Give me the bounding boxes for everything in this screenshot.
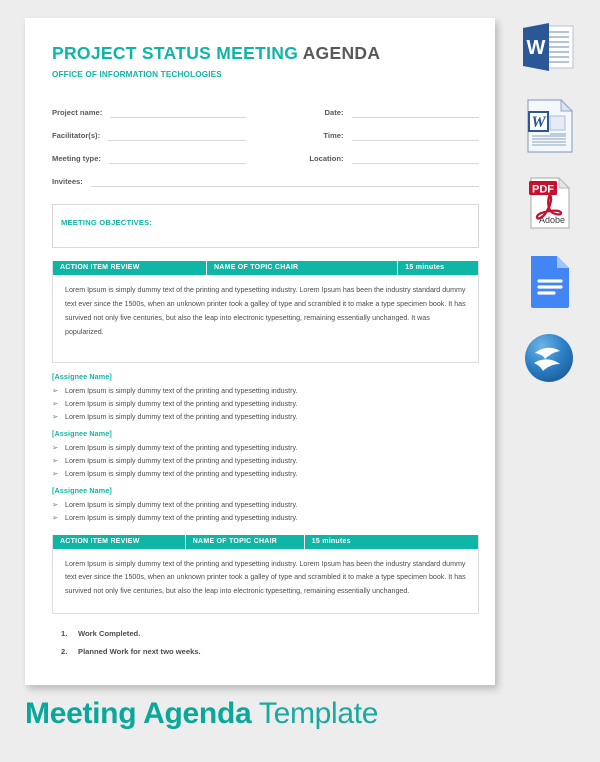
assignee-bullet-list [52,501,479,522]
list-item [52,387,479,395]
summary-numbered-list [61,629,479,656]
invitees-input[interactable] [91,175,479,187]
assignee-name: [Assignee Name] [52,428,112,438]
field-label: Time: [323,131,344,141]
arrow-bullet-icon: ➢ [52,468,59,478]
page-title [52,44,481,63]
field-label: Invitees: [52,177,83,187]
field-label: Project name: [52,108,103,118]
assignee-group [52,486,479,522]
table-header-topic-chair: NAME OF TOPIC CHAIR [185,535,304,549]
table-header-action-item-review: ACTION ITEM REVIEW [60,264,140,272]
word-docx-icon[interactable] [519,22,581,78]
list-item [52,470,479,478]
assignee-name: [Assignee Name] [52,371,112,381]
list-item [52,514,479,522]
field-invitees [52,175,479,187]
page-subtitle: OFFICE OF INFORMATION TECHOLOGIES [52,70,222,80]
word-docx-glyph [519,22,579,78]
field-label: Meeting type: [52,154,101,164]
table-header-row [53,261,478,275]
svg-text:W: W [531,114,546,131]
pdf-adobe-icon[interactable] [519,174,581,234]
field-project-name [52,106,266,118]
openoffice-glyph [519,330,579,388]
caption-bold: Meeting Agenda [25,697,252,730]
list-item [52,444,479,452]
arrow-bullet-icon: ➢ [52,512,59,522]
list-item-text: Lorem Ipsum is simply dummy text of the printing and typesetting industry. [65,386,298,395]
google-docs-glyph [519,252,579,312]
list-item [52,501,479,509]
assignee-name: [Assignee Name] [52,485,112,495]
assignee-group-list [52,372,479,522]
list-item-text: Lorem Ipsum is simply dummy text of the printing and typesetting industry. [65,500,298,509]
table-header-duration: 15 minutes [304,535,478,549]
field-location [266,152,480,164]
list-item-text: Lorem Ipsum is simply dummy text of the printing and typesetting industry. [65,443,298,452]
svg-text:PDF: PDF [532,183,554,196]
list-item-text: Lorem Ipsum is simply dummy text of the printing and typesetting industry. [65,456,298,465]
project-name-input[interactable] [110,106,245,118]
field-facilitators [52,129,266,141]
word-doc-glyph [519,96,579,156]
list-item [52,400,479,408]
field-label: Facilitator(s): [52,131,101,141]
form-row [52,152,479,164]
meeting-objectives-label: MEETING OBJECTIVES: [61,218,153,228]
form-row [52,129,479,141]
action-item-table-1 [52,261,479,362]
form-row [52,175,479,187]
arrow-bullet-icon: ➢ [52,385,59,395]
field-time [266,129,480,141]
table-header-topic-chair: NAME OF TOPIC CHAIR [206,261,397,275]
openoffice-icon[interactable] [519,330,581,388]
table-body-text: Lorem Ipsum is simply dummy text of the printing and typesetting industry. Lorem Ipsum has been the industry standard dummy text ever since the 1500s, when an unknown printer took a galley of type and scrambled it to make a type specimen book. It has survived not only five centuries, but also the leap into electronic typesetting, remaining essentially unchanged. It was popularized. [65,286,466,336]
location-input[interactable] [352,152,480,164]
arrow-bullet-icon: ➢ [52,442,59,452]
assignee-group [52,429,479,478]
list-item-text: Work Completed. [78,629,141,639]
list-item-number: 1. [61,629,68,639]
list-item-text: Lorem Ipsum is simply dummy text of the printing and typesetting industry. [65,399,298,408]
assignee-bullet-list [52,444,479,478]
table-body-text: Lorem Ipsum is simply dummy text of the printing and typesetting industry. Lorem Ipsum has been the industry standard dummy text ever since the 1500s, when an unknown printer took a galley of type and scrambled it to make a type specimen book. It has survived not only five centuries, but also the leap into electronic typesetting, remaining essentially unchanged. [65,559,466,596]
format-download-rail [519,22,581,406]
list-item-text: Lorem Ipsum is simply dummy text of the printing and typesetting industry. [65,412,298,421]
table-header-action-item-review: ACTION ITEM REVIEW [60,537,140,545]
pdf-adobe-glyph [519,174,579,234]
caption-light: Template [251,697,379,730]
field-label: Location: [309,154,344,164]
table-header-duration: 15 minutes [397,261,478,275]
assignee-bullet-list [52,387,479,421]
meeting-type-input[interactable] [109,152,246,164]
list-item-text: Planned Work for next two weeks. [78,647,201,657]
arrow-bullet-icon: ➢ [52,499,59,509]
svg-text:Adobe: Adobe [538,215,566,225]
list-item [61,647,479,656]
action-item-table-2 [52,535,479,614]
meeting-objectives-box[interactable] [52,204,479,248]
table-header-row [53,535,478,549]
arrow-bullet-icon: ➢ [52,398,59,408]
word-doc-icon[interactable] [519,96,581,156]
template-caption [25,697,378,731]
list-item [52,457,479,465]
google-docs-icon[interactable] [519,252,581,312]
meeting-details-form [39,106,481,187]
form-row [52,106,479,118]
field-meeting-type [52,152,266,164]
date-input[interactable] [352,106,480,118]
list-item-text: Lorem Ipsum is simply dummy text of the printing and typesetting industry. [65,469,298,478]
list-item [52,413,479,421]
document-header [39,18,481,79]
facilitators-input[interactable] [108,129,245,141]
assignee-group [52,372,479,421]
list-item [61,629,479,638]
document-page [25,18,495,685]
svg-text:W: W [526,37,546,59]
page-title-plain: AGENDA [298,43,381,63]
list-item-text: Lorem Ipsum is simply dummy text of the printing and typesetting industry. [65,513,298,522]
field-date [266,106,480,118]
page-title-accent: PROJECT STATUS MEETING [52,43,299,63]
arrow-bullet-icon: ➢ [52,411,59,421]
list-item-number: 2. [61,647,68,657]
field-label: Date: [324,108,344,118]
time-input[interactable] [352,129,480,141]
arrow-bullet-icon: ➢ [52,455,59,465]
